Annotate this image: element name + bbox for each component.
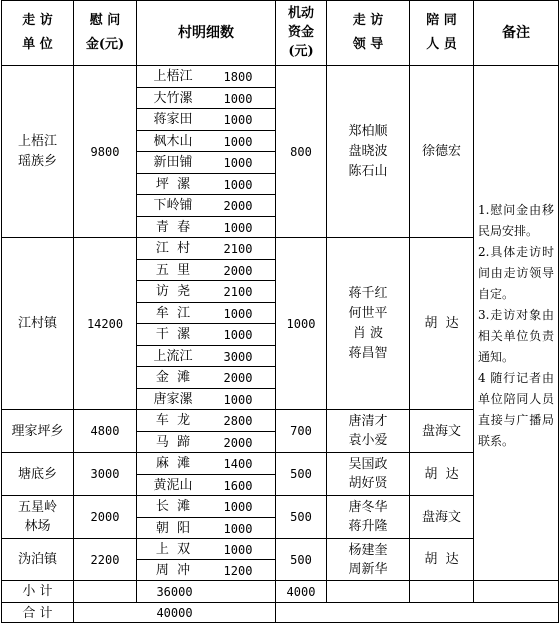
village-amount: 1200 <box>223 563 253 578</box>
staff-cell: 胡 达 <box>424 316 459 331</box>
amount-cell: 4800 <box>90 424 120 438</box>
mobile-fund-cell: 1000 <box>286 316 316 331</box>
village-name: 长 滩 <box>155 499 191 514</box>
village-amount: 1000 <box>223 112 253 127</box>
leaders-cell: 蒋千红 何世平 肖 波 蒋昌智 <box>348 285 388 361</box>
village-amount: 1000 <box>223 220 253 235</box>
village-name: 坪 漯 <box>155 177 191 192</box>
village-name: 金 滩 <box>155 370 191 385</box>
village-amount: 1000 <box>223 499 253 514</box>
village-amount: 1800 <box>223 69 253 84</box>
unit-cell: 五星岭 林场 <box>17 500 57 534</box>
village-name: 黄泥山 <box>153 478 193 493</box>
village-name: 上流江 <box>153 349 193 364</box>
mobile-fund-cell: 500 <box>290 510 312 524</box>
village-amount: 1000 <box>223 177 253 192</box>
village-amount: 1000 <box>223 306 253 321</box>
village-name: 牟 江 <box>155 306 191 321</box>
subtotal-label: 小 计 <box>22 584 53 599</box>
village-name: 五 里 <box>155 263 191 278</box>
mobile-fund-cell: 500 <box>290 467 312 481</box>
village-name: 周 冲 <box>155 563 191 578</box>
header-remark: 备注 <box>502 24 530 41</box>
village-name: 马 蹄 <box>155 435 191 450</box>
village-name: 干 漯 <box>155 327 191 342</box>
mobile-fund-cell: 500 <box>290 552 312 567</box>
village-amount: 2800 <box>223 413 253 428</box>
village-amount: 2000 <box>223 370 253 385</box>
village-amount: 1000 <box>223 542 253 557</box>
staff-cell: 胡 达 <box>424 552 459 567</box>
village-name: 大竹漯 <box>153 91 193 106</box>
leaders-cell: 唐冬华 蒋升隆 <box>348 500 388 534</box>
village-name: 蒋家田 <box>153 112 193 127</box>
leaders-cell: 唐清才 袁小爱 <box>348 414 388 448</box>
village-amount: 1000 <box>223 155 253 170</box>
leaders-cell: 吴国政 胡好贤 <box>348 457 388 491</box>
village-name: 上梧江 <box>153 69 193 84</box>
village-amount: 1000 <box>223 327 253 342</box>
header-mobile-fund: 机动 资金 (元) <box>287 6 314 59</box>
staff-cell: 盘海文 <box>421 509 461 525</box>
header-comfort-money: 慰 问 金(元) <box>85 12 125 52</box>
village-amount: 1000 <box>223 521 253 536</box>
staff-cell: 徐德宏 <box>421 144 461 159</box>
village-name: 下岭铺 <box>153 198 193 213</box>
unit-cell: 江村镇 <box>17 316 57 331</box>
total-label: 合 计 <box>22 605 53 621</box>
village-amount: 3000 <box>223 349 253 364</box>
village-name: 车 龙 <box>155 413 191 428</box>
village-amount: 2000 <box>223 263 253 278</box>
header-leader: 走 访 领 导 <box>352 12 384 52</box>
village-amount: 1000 <box>223 91 253 106</box>
amount-cell: 2000 <box>90 510 120 524</box>
village-amount: 1000 <box>223 134 253 149</box>
village-name: 青 春 <box>155 220 191 235</box>
amount-cell: 3000 <box>90 467 120 481</box>
village-amount: 2000 <box>223 198 253 213</box>
staff-cell: 胡 达 <box>424 466 459 482</box>
village-name: 访 尧 <box>155 284 191 299</box>
unit-cell: 沩泊镇 <box>17 552 57 567</box>
amount-cell: 9800 <box>90 144 120 159</box>
remark-item: 2.具体走访时间由走访领导自定。 <box>478 245 554 301</box>
mobile-fund-cell: 800 <box>290 144 312 159</box>
subtotal-mobile-fund: 4000 <box>286 584 316 599</box>
unit-cell: 上梧江 瑶族乡 <box>17 133 57 169</box>
village-name: 麻 滩 <box>155 456 191 471</box>
amount-cell: 2200 <box>90 552 120 567</box>
village-amount: 1400 <box>223 456 253 471</box>
remark-item: 4 随行记者由单位陪同人员直接与广播局联系。 <box>478 371 554 448</box>
header-village-detail: 村明细数 <box>178 24 234 41</box>
village-name: 新田铺 <box>153 155 193 170</box>
village-name: 枫木山 <box>153 134 193 149</box>
subtotal-amount: 36000 <box>156 584 193 599</box>
header-unit: 走 访 单 位 <box>22 12 53 52</box>
village-name: 朝 阳 <box>155 521 191 536</box>
leaders-cell: 杨建奎 周新华 <box>348 542 388 577</box>
village-amount: 1600 <box>223 478 253 493</box>
remarks-cell <box>478 200 554 452</box>
village-amount: 2100 <box>223 241 253 256</box>
village-name: 上 双 <box>155 542 191 557</box>
header-staff: 陪 同 人 员 <box>426 12 457 52</box>
remark-item: 3.走访对象由相关单位负责通知。 <box>478 308 554 364</box>
unit-cell: 塘底乡 <box>17 466 57 482</box>
total-amount: 40000 <box>156 606 193 620</box>
remark-item: 1.慰问金由移民局安排。 <box>478 203 554 238</box>
leaders-cell: 郑柏顺 盘晓波 陈石山 <box>348 123 388 179</box>
amount-cell: 14200 <box>86 316 124 331</box>
unit-cell: 理家坪乡 <box>11 423 64 439</box>
village-amount: 1000 <box>223 392 253 407</box>
village-name: 唐家漯 <box>153 392 193 407</box>
mobile-fund-cell: 700 <box>290 424 312 438</box>
village-amount: 2100 <box>223 284 253 299</box>
village-name: 江 村 <box>155 241 191 256</box>
staff-cell: 盘海文 <box>421 423 461 439</box>
village-amount: 2000 <box>223 435 253 450</box>
